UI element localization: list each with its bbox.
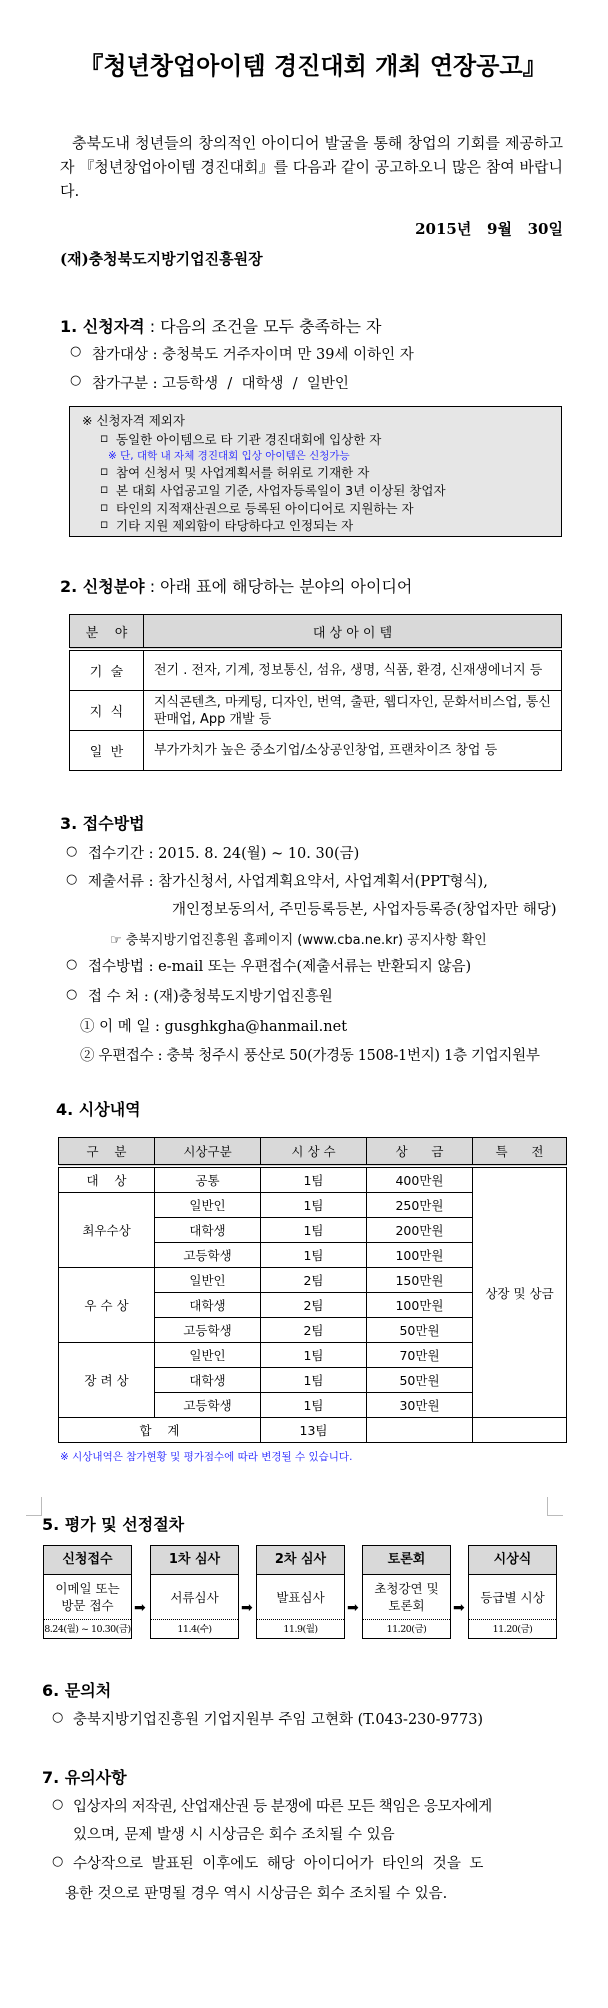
award-prize: 200만원	[367, 1218, 473, 1243]
step-title: 1차 심사	[151, 1546, 238, 1575]
prize-table	[58, 1137, 567, 1443]
award-division: 고등학생	[155, 1243, 261, 1268]
step-body-text: 발표심사	[276, 1589, 325, 1605]
award-prize: 250만원	[367, 1193, 473, 1218]
process-step	[43, 1545, 132, 1639]
process-step	[468, 1545, 557, 1639]
heading-text: 2. 신청분야	[60, 577, 145, 596]
section-4-heading: 4. 시상내역	[56, 1100, 141, 1119]
caution-2: 수상작으로 발표된 이후에도 해당 아이디어가 타인의 것을 도	[73, 1856, 484, 1872]
award-category: 우 수 상	[59, 1268, 155, 1343]
step-title: 신청접수	[44, 1546, 131, 1575]
step-body	[151, 1575, 238, 1620]
bullet-icon: ○	[52, 1797, 64, 1812]
award-count: 1팀	[261, 1218, 367, 1243]
submission-post: ② 우편접수 : 충북 청주시 풍산로 50(가경동 1508-1번지) 1층 기업지원부	[80, 1048, 540, 1064]
crop-mark	[26, 1515, 42, 1516]
award-division: 일반인	[155, 1193, 261, 1218]
submission-period: 접수기간 : 2015. 8. 24(월) ~ 10. 30(금)	[88, 846, 360, 862]
square-bullet-icon: ▫	[100, 499, 109, 514]
arrow-right-icon: ➡	[347, 1600, 359, 1616]
heading-sub: : 다음의 조건을 모두 충족하는 자	[144, 317, 382, 336]
bullet-icon: ○	[70, 344, 82, 359]
field-table	[69, 614, 562, 771]
step-body-text: 서류심사	[170, 1589, 219, 1605]
caution-1-cont: 있으며, 문제 발생 시 시상금은 회수 조치될 수 있음	[73, 1827, 395, 1843]
field-items: 부가가치가 높은 중소기업/소상공인창업, 프랜차이즈 창업 등	[144, 731, 562, 771]
arrow-right-icon: ➡	[134, 1600, 146, 1616]
table-row	[70, 649, 562, 691]
step-body	[257, 1575, 344, 1620]
bullet-icon: ○	[66, 844, 78, 859]
submission-place: 접 수 처 : (재)충청북도지방기업진흥원	[88, 989, 333, 1005]
arrow-right-icon: ➡	[453, 1600, 465, 1616]
bullet-icon: ○	[52, 1710, 64, 1725]
header-prize: 상 금	[367, 1138, 473, 1167]
award-prize: 50만원	[367, 1368, 473, 1393]
exclusion-item: 기타 지원 제외함이 타당하다고 인정되는 자	[116, 518, 354, 533]
total-label: 합 계	[59, 1418, 261, 1443]
award-division: 대학생	[155, 1218, 261, 1243]
header-field: 분 야	[70, 615, 144, 650]
award-division: 공통	[155, 1166, 261, 1193]
prize-note: ※ 시상내역은 참가현황 및 평가점수에 따라 변경될 수 있습니다.	[60, 1451, 353, 1463]
header-division: 시상구분	[155, 1138, 261, 1167]
square-bullet-icon: ▫	[100, 516, 109, 531]
step-body	[44, 1575, 131, 1620]
required-documents: 제출서류 : 참가신청서, 사업계획요약서, 사업계획서(PPT형식),	[88, 874, 488, 890]
award-category: 대 상	[59, 1166, 155, 1193]
award-count: 2팀	[261, 1318, 367, 1343]
exclusion-box	[69, 406, 562, 537]
section-5-heading: 5. 평가 및 선정절차	[42, 1515, 185, 1534]
award-prize: 150만원	[367, 1268, 473, 1293]
bullet-icon: ○	[52, 1854, 64, 1869]
award-count: 2팀	[261, 1293, 367, 1318]
award-category: 장 려 상	[59, 1343, 155, 1418]
step-date: 8.24(월) ~ 10.30(금)	[44, 1624, 131, 1635]
intro-paragraph: 충북도내 청년들의 창의적인 아이디어 발굴을 통해 창업의 기회를 제공하고자 『청년창업아이템 경진대회』를 다음과 같이 공고하오니 많은 참여 바랍니다.	[60, 134, 563, 200]
exclusion-item: 참여 신청서 및 사업계획서를 허위로 기재한 자	[116, 465, 370, 480]
award-category: 최우수상	[59, 1193, 155, 1268]
table-row	[59, 1166, 567, 1193]
award-count: 1팀	[261, 1166, 367, 1193]
section-7-heading: 7. 유의사항	[42, 1768, 127, 1787]
award-prize: 100만원	[367, 1293, 473, 1318]
section-3-heading: 3. 접수방법	[60, 814, 145, 833]
process-step	[362, 1545, 451, 1639]
caution-1: 입상자의 저작권, 산업재산권 등 분쟁에 따른 모든 책임은 응모자에게	[73, 1799, 492, 1815]
award-count: 1팀	[261, 1343, 367, 1368]
award-division: 대학생	[155, 1293, 261, 1318]
section-2-heading	[60, 574, 412, 597]
field-items: 지식콘텐츠, 마케팅, 디자인, 번역, 출판, 웹디자인, 문화서비스업, 통신판매업, App 개발 등	[144, 691, 562, 731]
header-benefit: 특 전	[473, 1138, 567, 1167]
field-name: 지 식	[70, 691, 144, 731]
exclusion-note: ※ 단, 대학 내 자체 경진대회 입상 아이템은 신청가능	[108, 450, 350, 462]
step-date: 11.20(금)	[386, 1624, 427, 1635]
bullet-icon: ○	[66, 872, 78, 887]
bullet-icon: ○	[70, 373, 82, 388]
step-title: 시상식	[469, 1546, 556, 1575]
award-division: 고등학생	[155, 1393, 261, 1418]
arrow-right-icon: ➡	[241, 1600, 253, 1616]
step-body-text: 이메일 또는 방문 접수	[55, 1581, 120, 1613]
award-prize: 400만원	[367, 1166, 473, 1193]
bullet-icon: ○	[66, 987, 78, 1002]
submission-method: 접수방법 : e-mail 또는 우편접수(제출서류는 반환되지 않음)	[88, 959, 472, 975]
step-date: 11.4(수)	[177, 1624, 212, 1635]
table-row	[70, 731, 562, 771]
heading-sub: : 아래 표에 해당하는 분야의 아이디어	[144, 577, 413, 596]
award-count: 1팀	[261, 1393, 367, 1418]
award-prize: 50만원	[367, 1318, 473, 1343]
field-items: 전기 . 전자, 기계, 정보통신, 섬유, 생명, 식품, 환경, 신재생에너지 등	[144, 649, 562, 691]
page-title: 『청년창업아이템 경진대회 개최 연장공고』	[79, 52, 547, 80]
crop-mark	[547, 1515, 563, 1516]
table-row	[70, 691, 562, 731]
step-title: 2차 심사	[257, 1546, 344, 1575]
total-count: 13팀	[261, 1418, 367, 1443]
square-bullet-icon: ▫	[100, 463, 109, 478]
header-items: 대 상 아 이 템	[144, 615, 562, 650]
issuer: (재)충청북도지방기업진흥원장	[60, 250, 263, 268]
award-division: 고등학생	[155, 1318, 261, 1343]
section-1-heading	[60, 314, 381, 337]
header-count: 시 상 수	[261, 1138, 367, 1167]
award-count: 1팀	[261, 1193, 367, 1218]
total-benefit	[473, 1418, 567, 1443]
section-6-heading: 6. 문의처	[42, 1681, 112, 1700]
header-category: 구 분	[59, 1138, 155, 1167]
step-body-text: 초청강연 및 토론회	[374, 1581, 439, 1613]
field-name: 일 반	[70, 731, 144, 771]
step-body-text: 등급별 시상	[480, 1589, 545, 1605]
exclusion-item: 동일한 아이템으로 타 기관 경진대회에 입상한 자	[116, 432, 382, 447]
award-division: 일반인	[155, 1343, 261, 1368]
crop-mark	[547, 1497, 548, 1515]
step-date: 11.9(월)	[283, 1624, 318, 1635]
award-prize: 30만원	[367, 1393, 473, 1418]
award-division: 일반인	[155, 1268, 261, 1293]
award-count: 2팀	[261, 1268, 367, 1293]
step-title: 토론회	[363, 1546, 450, 1575]
square-bullet-icon: ▫	[100, 430, 109, 445]
homepage-notice: ☞ 충북지방기업진흥원 홈페이지 (www.cba.ne.kr) 공지사항 확인	[110, 933, 487, 948]
award-count: 1팀	[261, 1243, 367, 1268]
award-prize: 70만원	[367, 1343, 473, 1368]
award-division: 대학생	[155, 1368, 261, 1393]
required-documents-cont: 개인정보동의서, 주민등록등본, 사업자등록증(창업자만 해당)	[172, 902, 557, 918]
eligibility-category: 참가구분 : 고등학생 / 대학생 / 일반인	[92, 376, 349, 392]
award-prize: 100만원	[367, 1243, 473, 1268]
step-body	[363, 1575, 450, 1620]
field-name: 기 술	[70, 649, 144, 691]
eligibility-target: 참가대상 : 충청북도 거주자이며 만 39세 이하인 자	[92, 347, 414, 363]
exclusion-item: 타인의 지적재산권으로 등록된 아이디어로 지원하는 자	[116, 501, 414, 516]
process-step	[150, 1545, 239, 1639]
step-date: 11.20(금)	[492, 1624, 533, 1635]
step-body	[469, 1575, 556, 1620]
award-benefit: 상장 및 상금	[473, 1166, 567, 1418]
contact-info: 충북지방기업진흥원 기업지원부 주임 고현화 (T.043-230-9773)	[73, 1712, 484, 1728]
exclusion-item: 본 대회 사업공고일 기준, 사업자등록일이 3년 이상된 창업자	[116, 483, 446, 498]
announcement-date: 2015년 9월 30일	[415, 220, 563, 238]
total-row	[59, 1418, 567, 1443]
award-count: 1팀	[261, 1368, 367, 1393]
heading-text: 1. 신청자격	[60, 317, 145, 336]
caution-2-cont: 용한 것으로 판명될 경우 역시 시상금은 회수 조치될 수 있음.	[65, 1886, 448, 1902]
process-step	[256, 1545, 345, 1639]
total-prize	[367, 1418, 473, 1443]
square-bullet-icon: ▫	[100, 481, 109, 496]
bullet-icon: ○	[66, 957, 78, 972]
exclusion-title: ※ 신청자격 제외자	[82, 413, 185, 428]
submission-email[interactable]: ① 이 메 일 : gusghkgha@hanmail.net	[80, 1019, 348, 1035]
